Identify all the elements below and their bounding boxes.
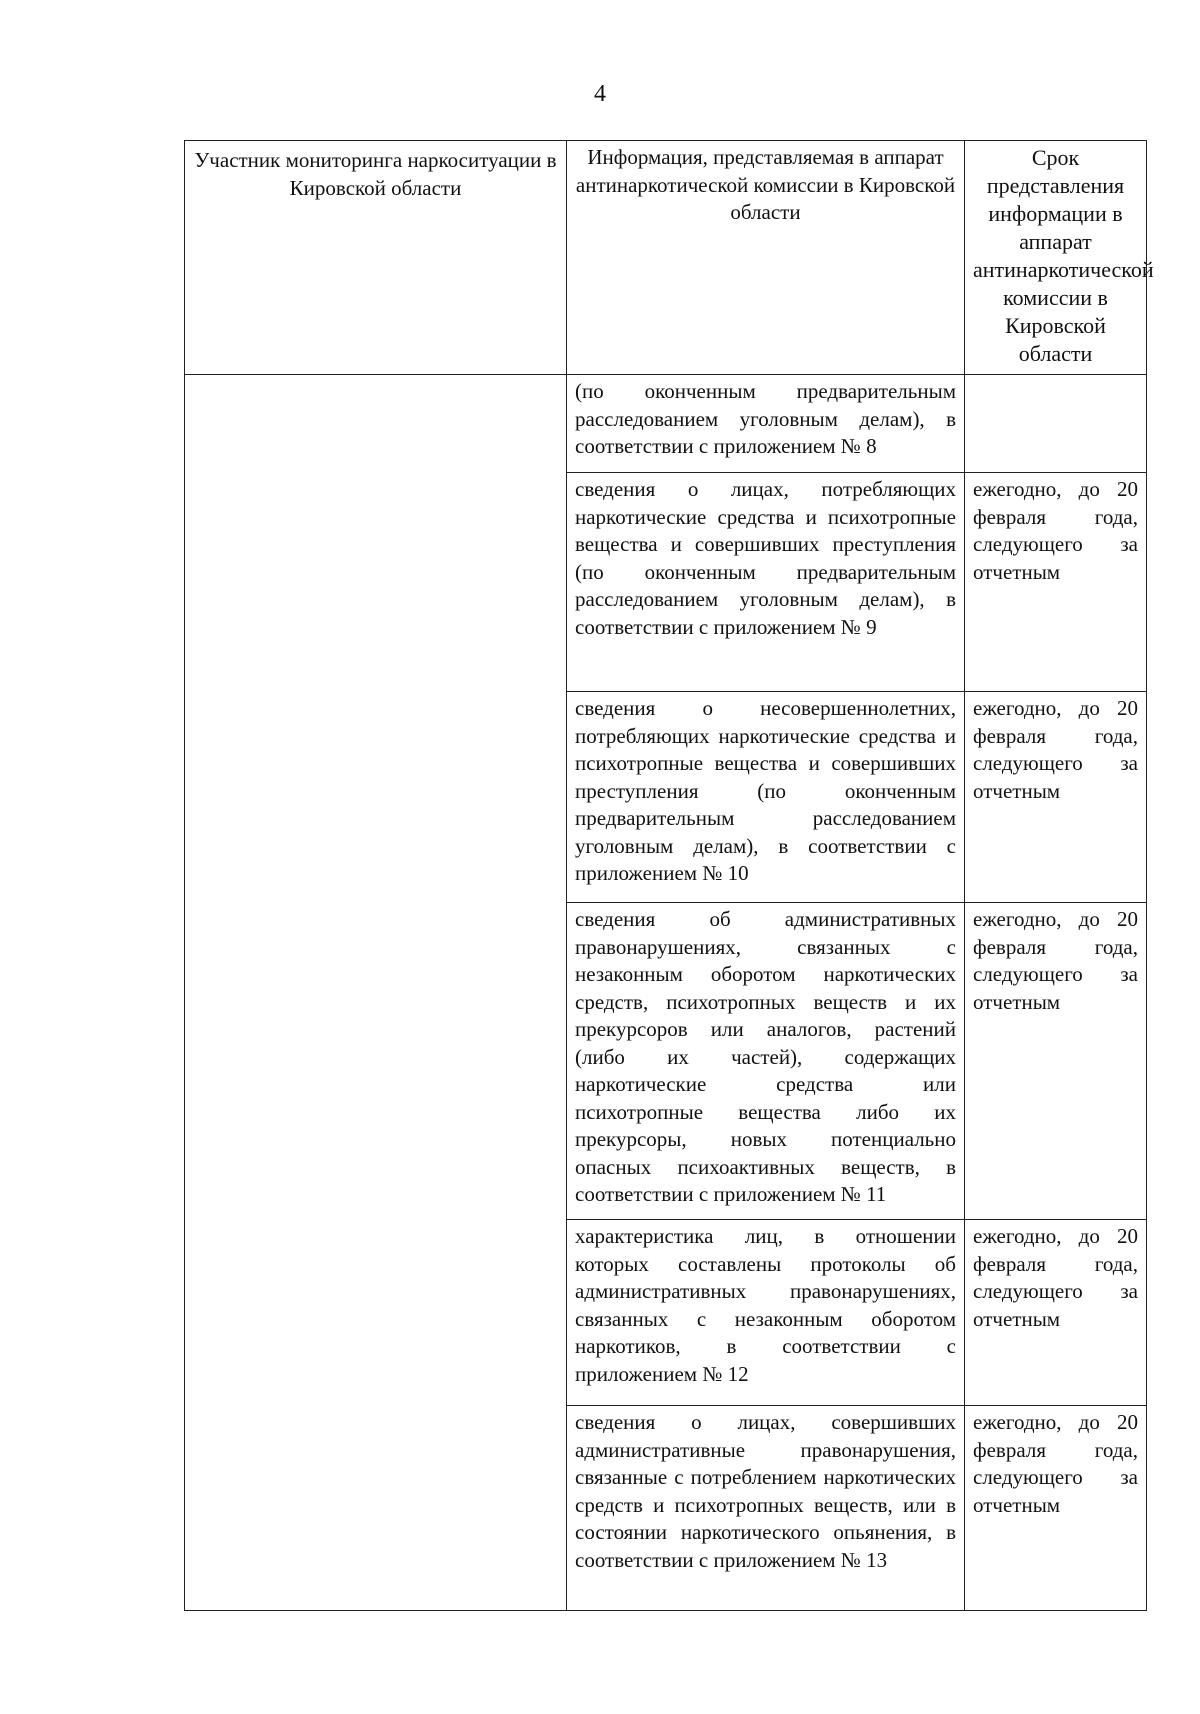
info-cell: сведения о несовершеннолетних, потребляющих наркотические средства и психотропные вещества и совершивших преступления (по оконченным предварительным расследованием уголовным делам), в соответствии с приложением № 10: [567, 692, 965, 903]
term-cell: [965, 375, 1147, 473]
header-term: Срок представления информации в аппарат антинаркотической комиссии в Кировской области: [965, 141, 1147, 375]
term-cell: ежегодно, до 20 февраля года, следующего за отчетным: [965, 1220, 1147, 1406]
term-cell: ежегодно, до 20 февраля года, следующего за отчетным: [965, 1406, 1147, 1611]
info-cell: (по оконченным предварительным расследованием уголовным делам), в соответствии с приложением № 8: [567, 375, 965, 473]
header-participant: Участник мониторинга наркоситуации в Кировской области: [185, 141, 567, 375]
term-cell: ежегодно, до 20 февраля года, следующего за отчетным: [965, 903, 1147, 1220]
info-cell: сведения о лицах, совершивших административные правонарушения, связанные с потреблением наркотических средств и психотропных веществ, или в состоянии наркотического опьянения, в соответствии с приложением № 13: [567, 1406, 965, 1611]
term-cell: ежегодно, до 20 февраля года, следующего за отчетным: [965, 473, 1147, 692]
table-row: [185, 375, 1147, 473]
table-header-row: [185, 141, 1147, 375]
info-cell: сведения об административных правонарушениях, связанных с незаконным оборотом наркотических средств, психотропных веществ и их прекурсоров или аналогов, растений (либо их частей), содержащих наркотические средства или психотропные вещества либо их прекурсоры, новых потенциально опасных психоактивных веществ, в соответствии с приложением № 11: [567, 903, 965, 1220]
monitoring-table: [184, 140, 1154, 1611]
info-cell: сведения о лицах, потребляющих наркотические средства и психотропные вещества и совершивших преступления (по оконченным предварительным расследованием уголовным делам), в соответствии с приложением № 9: [567, 473, 965, 692]
term-cell: ежегодно, до 20 февраля года, следующего за отчетным: [965, 692, 1147, 903]
info-cell: характеристика лиц, в отношении которых составлены протоколы об административных правонарушениях, связанных с незаконным оборотом наркотиков, в соответствии с приложением № 12: [567, 1220, 965, 1406]
participant-cell: [185, 375, 567, 1611]
header-information: Информация, представляемая в аппарат антинаркотической комиссии в Кировской области: [567, 141, 965, 375]
page-number: 4: [594, 81, 606, 107]
